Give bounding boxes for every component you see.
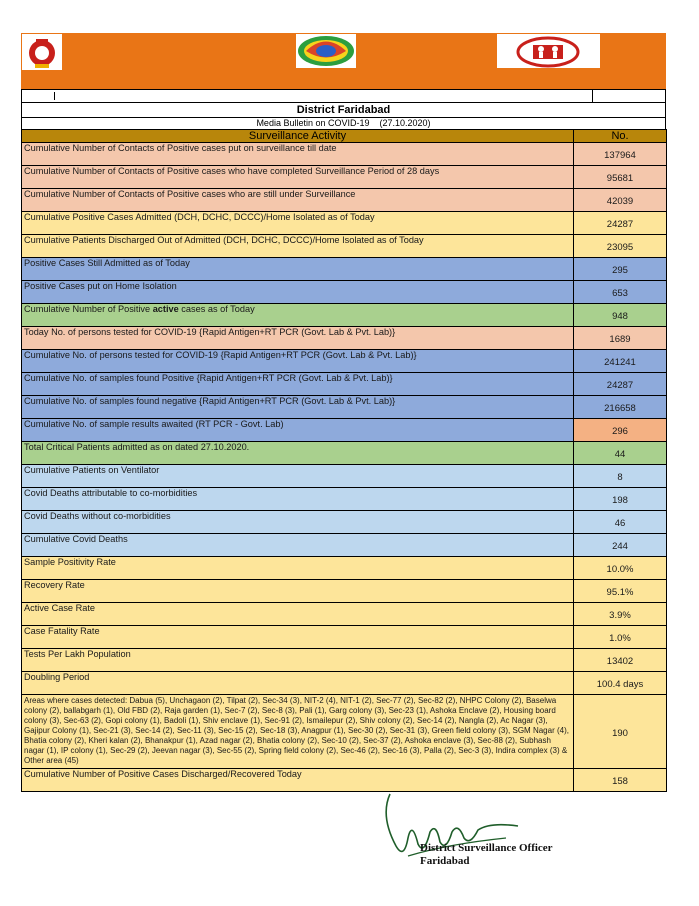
table-row — [22, 166, 667, 189]
row-label: Covid Deaths without co-morbidities — [22, 511, 574, 534]
recovered-today-value: 158 — [574, 769, 667, 792]
row-value: 241241 — [574, 350, 667, 373]
national-health-mission-logo — [497, 34, 600, 68]
row-label: Positive Cases Still Admitted as of Today — [22, 258, 574, 281]
row-label: Cumulative Positive Cases Admitted (DCH, DCHC, DCCC)/Home Isolated as of Today — [22, 212, 574, 235]
surveillance-table — [21, 129, 667, 792]
row-value: 46 — [574, 511, 667, 534]
row-value: 137964 — [574, 143, 667, 166]
table-row — [22, 304, 667, 327]
row-label: Positive Cases put on Home Isolation — [22, 281, 574, 304]
row-label: Cumulative No. of samples found negative {Rapid Antigen+RT PCR (Govt. Lab & Pvt. Lab)} — [22, 396, 574, 419]
recovered-today-row — [22, 769, 667, 792]
row-label: Total Critical Patients admitted as on dated 27.10.2020. — [22, 442, 574, 465]
table-row — [22, 626, 667, 649]
row-label: Cumulative No. of samples found Positive {Rapid Antigen+RT PCR (Govt. Lab & Pvt. Lab)} — [22, 373, 574, 396]
col-no-header: No. — [574, 130, 667, 143]
table-row — [22, 189, 667, 212]
table-row — [22, 281, 667, 304]
row-value: 653 — [574, 281, 667, 304]
row-label: Recovery Rate — [22, 580, 574, 603]
table-row — [22, 580, 667, 603]
table-row — [22, 212, 667, 235]
table-row — [22, 465, 667, 488]
row-label: Cumulative Number of Contacts of Positive cases who have completed Surveillance Period of 28 days — [22, 166, 574, 189]
row-label: Sample Positivity Rate — [22, 557, 574, 580]
row-label-text: cases as of Today — [178, 304, 255, 314]
district-title: District Faridabad — [21, 102, 666, 117]
row-value: 95.1% — [574, 580, 667, 603]
table-row — [22, 442, 667, 465]
bulletin-subtitle — [21, 117, 666, 129]
row-label: Doubling Period — [22, 672, 574, 695]
table-row — [22, 419, 667, 442]
row-label: Today No. of persons tested for COVID-19 {Rapid Antigen+RT PCR (Govt. Lab & Pvt. Lab)} — [22, 327, 574, 350]
table-row — [22, 603, 667, 626]
table-row — [22, 143, 667, 166]
health-department-logo — [296, 34, 356, 68]
row-label: Cumulative Patients on Ventilator — [22, 465, 574, 488]
table-row — [22, 373, 667, 396]
row-value: 295 — [574, 258, 667, 281]
areas-text: Areas where cases detected: Dabua (5), Unchagaon (2), Tilpat (2), Sec-34 (3), NIT-2 (4), NIT-1 (2), Sec-77 (2), Sec-82 (2), NHPC Colony (2), Baselwa colony (2), ballabgarh (1), Old FBD (2), Raja garden (1), Sec-7 (2), Sec-8 (3), Pali (1), Garg colony (3), Sec-23 (1), Ashoka Enclave (2), Housing board colony (3), Sec-63 (2), Gopi colony (1), Badoli (1), Shiv enclave (1), Sec-91 (2), Ismailepur (2), Shiv colony (2), Sec-14 (2), Nangla (2), Ac Nagar (3), Gajipur Colony (1), Sec-21 (3), Sec-14 (2), Sec-11 (3), Sec-15 (2), Sec-18 (3), Anagpur (1), Sec-30 (2), Sec-31 (3), Green field colony (3), SGM Nagar (4), Bhatia colony (2), Kheri kalan (2), Bhanakpur (1), Azad nagar (2), Bhatia colony (2), Sec-10 (2), Sec-37 (2), Ashoka enclave (3), Sec-88 (2), Subhash nagar (1), IP colony (1), Sec-29 (2), Jeevan nagar (3), Sec-55 (2), Spring field colony (2), Sec-46 (2), Sec-16 (3), Palla (2), Sec-3 (3), Indira complex (3) & Other area (45) — [22, 695, 574, 769]
row-label-emphasis: active — [152, 304, 179, 314]
bulletin-date: (27.10.2020) — [379, 118, 431, 128]
blank-row — [21, 89, 666, 102]
row-value: 42039 — [574, 189, 667, 212]
col-activity-header: Surveillance Activity — [22, 130, 574, 143]
table-row — [22, 350, 667, 373]
row-label-text: Cumulative Number of Positive — [24, 304, 153, 314]
table-row — [22, 649, 667, 672]
row-value: 23095 — [574, 235, 667, 258]
row-label: Cumulative Covid Deaths — [22, 534, 574, 557]
row-value: 296 — [574, 419, 667, 442]
bulletin-name: Media Bulletin on COVID-19 — [256, 118, 370, 128]
table-row — [22, 488, 667, 511]
row-label: Tests Per Lakh Population — [22, 649, 574, 672]
row-value: 216658 — [574, 396, 667, 419]
signature-title: District Surveillance Officer — [420, 842, 553, 854]
row-value: 948 — [574, 304, 667, 327]
recovered-today-label: Cumulative Number of Positive Cases Discharged/Recovered Today — [22, 769, 574, 792]
row-value: 8 — [574, 465, 667, 488]
row-value: 3.9% — [574, 603, 667, 626]
row-label: Cumulative No. of sample results awaited (RT PCR - Govt. Lab) — [22, 419, 574, 442]
row-value: 13402 — [574, 649, 667, 672]
row-value: 10.0% — [574, 557, 667, 580]
table-row — [22, 235, 667, 258]
table-row — [22, 534, 667, 557]
areas-row — [22, 695, 667, 769]
bulletin-sheet — [21, 89, 666, 792]
row-label: Cumulative Number of Contacts of Positive cases who are still under Surveillance — [22, 189, 574, 212]
haryana-emblem-logo — [22, 34, 62, 70]
signature-block — [420, 842, 553, 868]
row-label: Cumulative Patients Discharged Out of Admitted (DCH, DCHC, DCCC)/Home Isolated as of Today — [22, 235, 574, 258]
row-value: 24287 — [574, 373, 667, 396]
row-value: 1.0% — [574, 626, 667, 649]
signature-place: Faridabad — [420, 855, 470, 867]
row-value: 1689 — [574, 327, 667, 350]
table-row — [22, 258, 667, 281]
row-label: Cumulative No. of persons tested for COVID-19 {Rapid Antigen+RT PCR (Govt. Lab & Pvt. Lab)} — [22, 350, 574, 373]
row-label: Covid Deaths attributable to co-morbidities — [22, 488, 574, 511]
table-row — [22, 557, 667, 580]
table-row — [22, 396, 667, 419]
row-label: Active Case Rate — [22, 603, 574, 626]
table-row — [22, 511, 667, 534]
row-value: 244 — [574, 534, 667, 557]
table-header — [22, 130, 667, 143]
table-row — [22, 327, 667, 350]
row-value: 24287 — [574, 212, 667, 235]
row-value: 95681 — [574, 166, 667, 189]
row-label: Case Fatality Rate — [22, 626, 574, 649]
table-body — [22, 143, 667, 695]
row-label — [22, 304, 574, 327]
row-value: 198 — [574, 488, 667, 511]
row-value: 100.4 days — [574, 672, 667, 695]
row-label: Cumulative Number of Contacts of Positive cases put on surveillance till date — [22, 143, 574, 166]
table-row — [22, 672, 667, 695]
areas-value: 190 — [574, 695, 667, 769]
row-value: 44 — [574, 442, 667, 465]
